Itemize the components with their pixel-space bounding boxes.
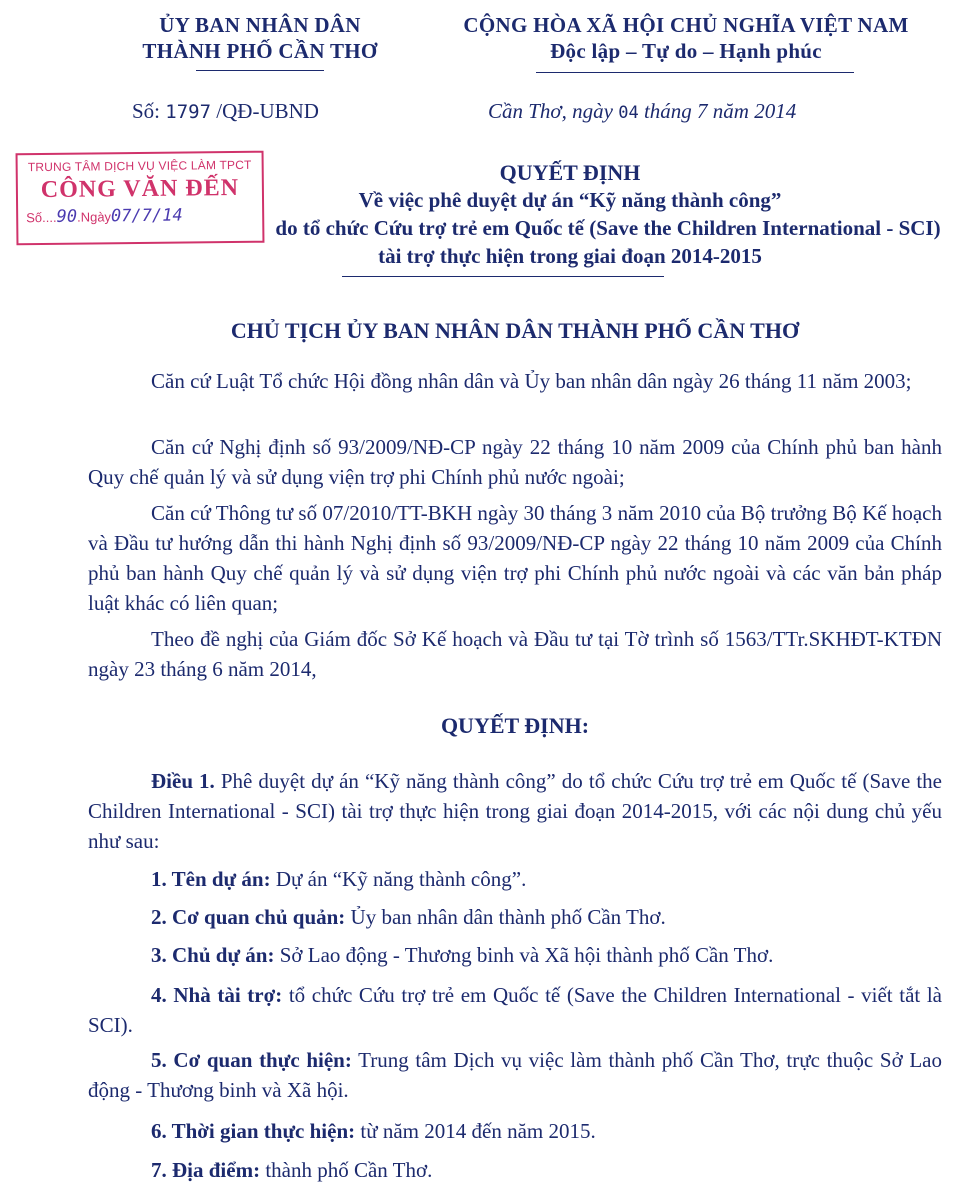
list-item: [88, 1116, 942, 1146]
list-item: [88, 902, 942, 932]
motto-underline: [536, 72, 854, 73]
list-item: [88, 864, 942, 894]
issuer-line-2: THÀNH PHỐ CẦN THƠ: [142, 39, 378, 63]
item-text: Trung tâm Dịch vụ việc làm thành phố Cần Thơ, trực thuộc Sở Lao động - Thương binh và Xã hội.: [88, 1048, 943, 1102]
article-1-label: Điều 1.: [151, 769, 215, 793]
article-1: [88, 766, 942, 856]
item-text: tổ chức Cứu trợ trẻ em Quốc tế (Save the Children International - viết tắt là SCI).: [88, 983, 943, 1037]
document-heading: QUYẾT ĐỊNH: [499, 160, 641, 185]
received-stamp: [16, 151, 265, 246]
item-text: Sở Lao động - Thương binh và Xã hội thành phố Cần Thơ.: [274, 943, 774, 967]
item-label: 7. Địa điểm:: [151, 1158, 261, 1182]
issuer-underline: [196, 70, 324, 71]
motto-line: Độc lập – Tự do – Hạnh phúc: [550, 39, 822, 63]
item-label: 4. Nhà tài trợ:: [151, 983, 283, 1007]
date-suffix: tháng 7 năm 2014: [643, 99, 797, 123]
item-label: 3. Chủ dự án:: [151, 943, 275, 967]
title-line-2: do tổ chức Cứu trợ trẻ em Quốc tế (Save the Children International - SCI): [275, 216, 941, 240]
document-number: [132, 97, 319, 126]
stamp-title: CÔNG VĂN ĐẾN: [40, 174, 240, 204]
stamp-so-value: 90: [56, 206, 78, 227]
article-1-text: Phê duyệt dự án “Kỹ năng thành công” do tổ chức Cứu trợ trẻ em Quốc tế (Save the Children International - SCI) tài trợ thực hiện trong giai đoạn 2014-2015, với các nội dung chủ yếu như sau:: [88, 769, 942, 853]
issuer-line-1: ỦY BAN NHÂN DÂN: [159, 13, 361, 37]
decision-heading: QUYẾT ĐỊNH:: [440, 713, 590, 738]
list-item: [88, 980, 942, 1040]
preamble-3: Căn cứ Thông tư số 07/2010/TT-BKH ngày 30 tháng 3 năm 2010 của Bộ trưởng Bộ Kế hoạch và Đầu tư hướng dẫn thi hành Nghị định số 93/2009/NĐ-CP ngày 22 tháng 10 năm 2009 của Chính phủ ban hành Quy chế quản lý và sử dụng viện trợ phi Chính phủ nước ngoài và các văn bản pháp luật khác có liên quan;: [88, 501, 942, 615]
authority-heading: CHỦ TỊCH ỦY BAN NHÂN DÂN THÀNH PHỐ CẦN THƠ: [230, 318, 800, 343]
item-label: 2. Cơ quan chủ quản:: [151, 905, 346, 929]
list-item: [88, 1155, 942, 1185]
item-text: từ năm 2014 đến năm 2015.: [355, 1119, 596, 1143]
date-prefix: Cần Thơ, ngày: [488, 99, 613, 123]
item-text: Dự án “Kỹ năng thành công”.: [270, 867, 527, 891]
nation-block: [436, 12, 936, 64]
preamble-4: Theo đề nghị của Giám đốc Sở Kế hoạch và Đầu tư tại Tờ trình số 1563/TTr.SKHĐT-KTĐN ngày 23 tháng 6 năm 2014,: [88, 627, 942, 681]
stamp-ngay-value: 07/7/14: [110, 205, 183, 227]
item-label: 6. Thời gian thực hiện:: [151, 1119, 356, 1143]
stamp-org: TRUNG TÂM DỊCH VỤ VIỆC LÀM TPCT: [27, 157, 252, 175]
preamble-2: Căn cứ Nghị định số 93/2009/NĐ-CP ngày 22 tháng 10 năm 2009 của Chính phủ ban hành Quy chế quản lý và sử dụng viện trợ phi Chính phủ nước ngoài;: [88, 435, 942, 489]
title-line-1: Về việc phê duyệt dự án “Kỹ năng thành công”: [358, 188, 782, 212]
list-item: [88, 940, 942, 970]
nation-line-1: CỘNG HÒA XÃ HỘI CHỦ NGHĨA VIỆT NAM: [463, 13, 909, 37]
number-prefix: Số:: [132, 99, 161, 123]
title-underline: [342, 276, 664, 277]
issuer-block: [100, 12, 420, 64]
stamp-ngay-label: .Ngày: [76, 209, 112, 225]
stamp-so-label: Số....: [26, 209, 57, 226]
date-day: 04: [618, 103, 639, 123]
title-line-3: tài trợ thực hiện trong giai đoạn 2014-2015: [378, 244, 762, 268]
stamp-fields: [18, 203, 262, 231]
item-label: 5. Cơ quan thực hiện:: [151, 1048, 352, 1072]
item-text: thành phố Cần Thơ.: [260, 1158, 433, 1182]
document-date: [488, 97, 796, 127]
item-text: Ủy ban nhân dân thành phố Cần Thơ.: [345, 905, 666, 929]
item-label: 1. Tên dự án:: [151, 867, 271, 891]
number-suffix: /QĐ-UBND: [216, 99, 319, 123]
list-item: [88, 1045, 942, 1105]
number-value: 1797: [165, 101, 212, 123]
preamble-1: Căn cứ Luật Tổ chức Hội đồng nhân dân và Ủy ban nhân dân ngày 26 tháng 11 năm 2003;: [151, 369, 912, 393]
